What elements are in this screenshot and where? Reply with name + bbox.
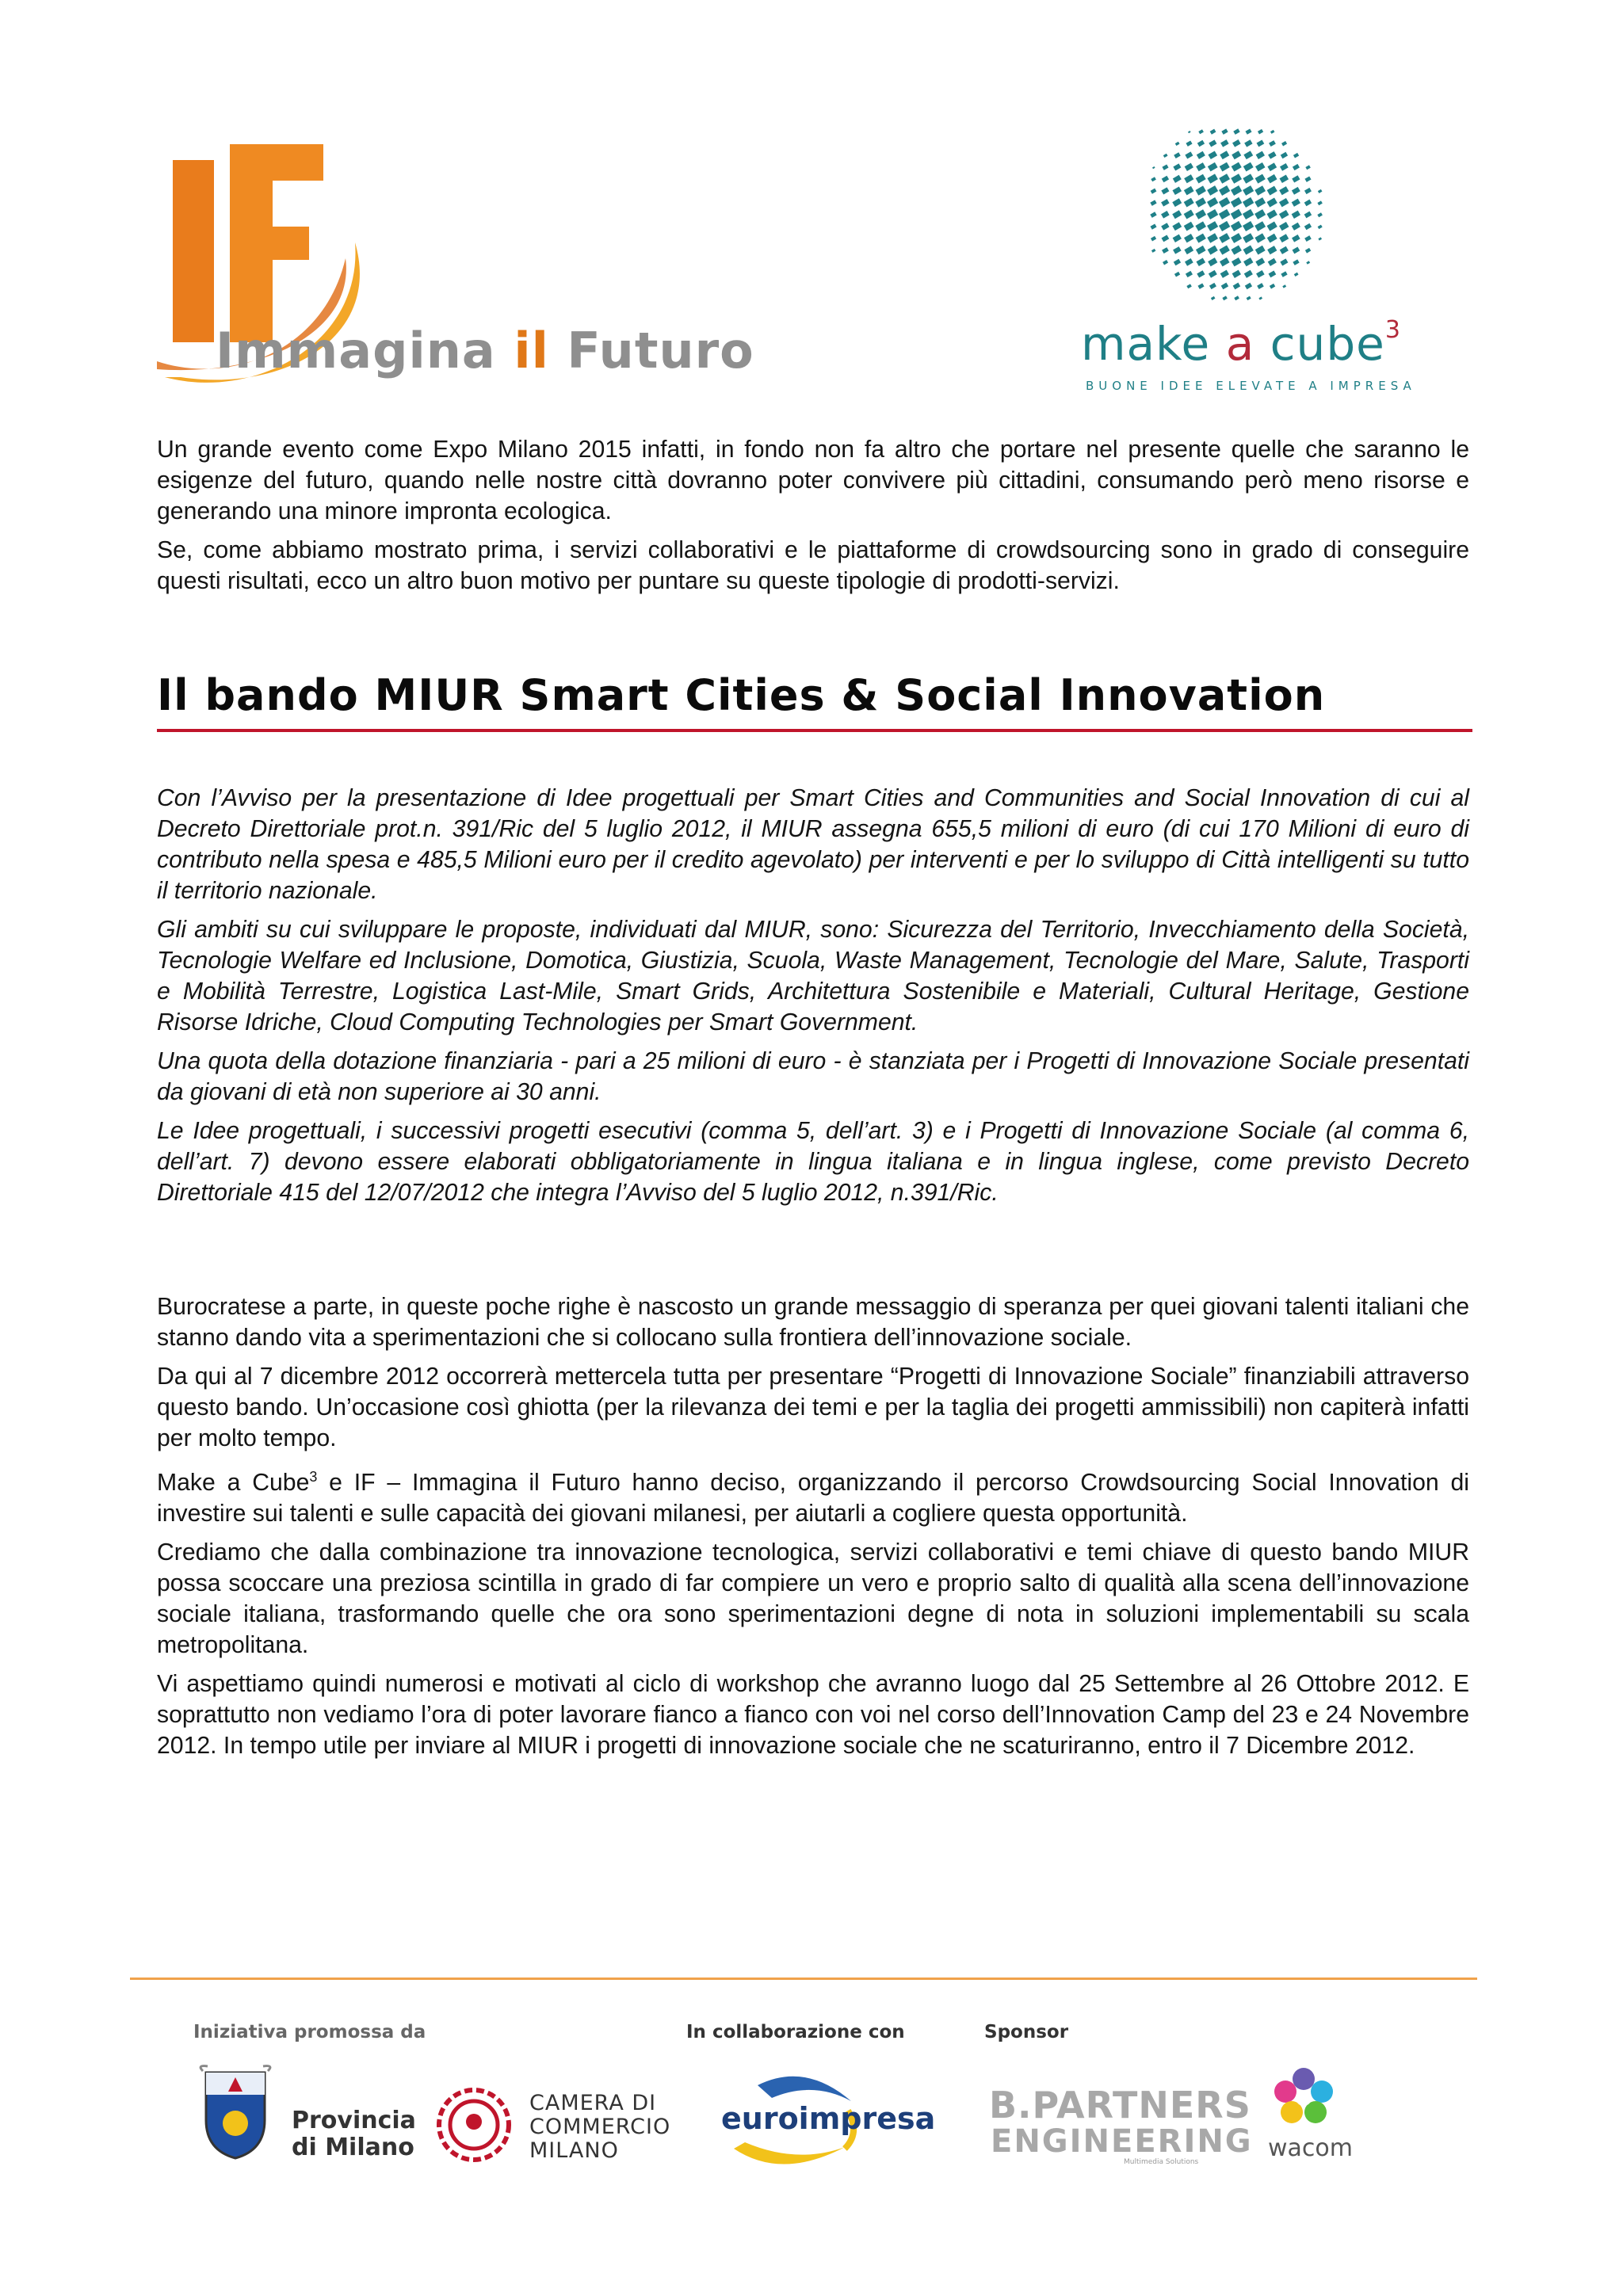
engineering-name: ENGINEERING [991,2123,1253,2160]
miur-notice-section [157,783,1469,1208]
cube-dot-sphere-icon [1071,117,1452,323]
bpartners-name: B.PARTNERS [989,2084,1251,2126]
body-paragraph: Crediamo che dalla combinazione tra innovazione tecnologica, servizi collaborativi e temi chiave di questo bando MIUR possa scoccare una preziosa scintilla in grado di far compiere un vero e proprio salto di qualità alla scena dell’innovazione sociale italiana, trasformando quelle che ora sono sperimentazioni degne di nota in soluzioni implementabili su scala metropolitana. [157,1539,1469,1659]
euroimpresa-name: euroimpresa [721,2101,936,2136]
make-a-cube-wordmark: make a cube$^3$ [1081,315,1401,371]
intro-paragraph: Se, come abbiamo mostrato prima, i servizi collaborativi e le piattaforme di crowdsourcing sono in grado di conseguire questi risultati, ecco un altro buon motivo per puntare su queste tipologie di prodotti-servizi. [157,537,1469,594]
camera-di-commercio-milano-name: CAMERA DI COMMERCIO MILANO [529,2091,671,2163]
body-section [157,1291,1469,1761]
provincia-di-milano-name: Provincia di Milano [292,2107,416,2161]
sponsor-label: Sponsor [984,2022,1069,2042]
bpartners-small-caption: Multimedia Solutions [1124,2158,1199,2166]
notice-paragraph: Gli ambiti su cui sviluppare le proposte, individuati dal MIUR, sono: Sicurezza del Territorio, Invecchiamento della Società, Tecnologie Welfare ed Inclusione, Domotica, Giustizia, Scuola, Waste Management, Tecnologie del Mare, Salute, Trasporti e Mobilità Terrestre, Logistica Last-Mile, Smart Grids, Architettura Sostenibile e Materiali, Cultural Heritage, Gestione Risorse Idriche, Cloud Computing Technologies per Smart Government. [157,917,1469,1035]
intro-paragraph: Un grande evento come Expo Milano 2015 infatti, in fondo non fa altro che portare nel presente quelle che saranno le esigenze del futuro, quando nelle nostre città dovranno poter convivere più cittadini, consumando però meno risorse e generando una minore impronta ecologica. [157,437,1469,524]
make-a-cube-subtitle: BUONE IDEE ELEVATE A IMPRESA [1086,379,1416,393]
wacom-flower-icon [1268,2065,1339,2131]
body-paragraph: Vi aspettiamo quindi numerosi e motivati al ciclo di workshop che avranno luogo dal 25 Settembre al 26 Ottobre 2012. E soprattutto non vediamo l’ora di poter lavorare fianco a fianco con voi nel corso dell’Innovation Camp del 23 e 24 Novembre 2012. In tempo utile per inviare al MIUR i progetti di innovazione sociale che ne scaturiranno, entro il 7 Dicembre 2012. [157,1671,1469,1760]
provincia-crest-icon [197,2065,274,2161]
footer-divider [130,1978,1477,1980]
section-title: Il bando MIUR Smart Cities & Social Innovation [157,670,1326,720]
wacom-name: wacom [1268,2134,1353,2162]
camera-commercio-emblem-icon [434,2085,514,2164]
title-underline [157,729,1472,732]
notice-paragraph: Una quota della dotazione finanziaria - pari a 25 milioni di euro - è stanziata per i Progetti di Innovazione Sociale presentati da giovani di età non superiore ai 30 anni. [157,1048,1469,1105]
notice-paragraph: Con l’Avviso per la presentazione di Idee progettuali per Smart Cities and Communities and Social Innovation di cui al Decreto Direttoriale prot.n. 391/Ric del 5 luglio 2012, il MIUR assegna 655,5 milioni di euro (di cui 170 Milioni di euro di contributo nella spesa e 485,5 Milioni euro per il credito agevolato) per interventi e per lo sviluppo di Città intelligenti su tutto il territorio nazionale. [157,785,1469,904]
intro-section [157,434,1469,597]
promoted-by-label: Iniziativa promossa da [193,2022,426,2042]
make-a-cube-logo [1071,117,1452,402]
collaboration-label: In collaborazione con [686,2022,905,2042]
body-paragraph: Da qui al 7 dicembre 2012 occorrerà mettercela tutta per presentare “Progetti di Innovazione Sociale” finanziabili attraverso questo bando. Un’occasione così ghiotta (per la rilevanza dei temi e per la taglia dei progetti ammissibili) non capiterà infatti per molto tempo. [157,1363,1469,1451]
make-a-cube-paragraph: Make a Cube$^3$ e IF – Immagina il Futuro hanno deciso, organizzando il percorso Crowdsourcing Social Innovation di investire sui talenti e sulle capacità dei giovani milanesi, per aiutarli a cogliere questa opportunità. [157,1469,1469,1527]
if-immagina-il-futuro-logo [157,139,754,401]
notice-paragraph: Le Idee progettuali, i successivi progetti esecutivi (comma 5, dell’art. 3) e i Progetti di Innovazione Sociale (al comma 6, dell’art. 7) devono essere elaborati obbligatoriamente in lingua italiana e in lingua inglese, come previsto Decreto Direttoriale 415 del 12/07/2012 che integra l’Avviso del 5 luglio 2012, n.391/Ric. [157,1118,1469,1206]
if-tagline: Immagina il Futuro [216,322,754,379]
body-paragraph: Burocratese a parte, in queste poche righe è nascosto un grande messaggio di speranza per quei giovani talenti italiani che stanno dando vita a sperimentazioni che si collocano sulla frontiera dell’innovazione sociale. [157,1294,1469,1351]
